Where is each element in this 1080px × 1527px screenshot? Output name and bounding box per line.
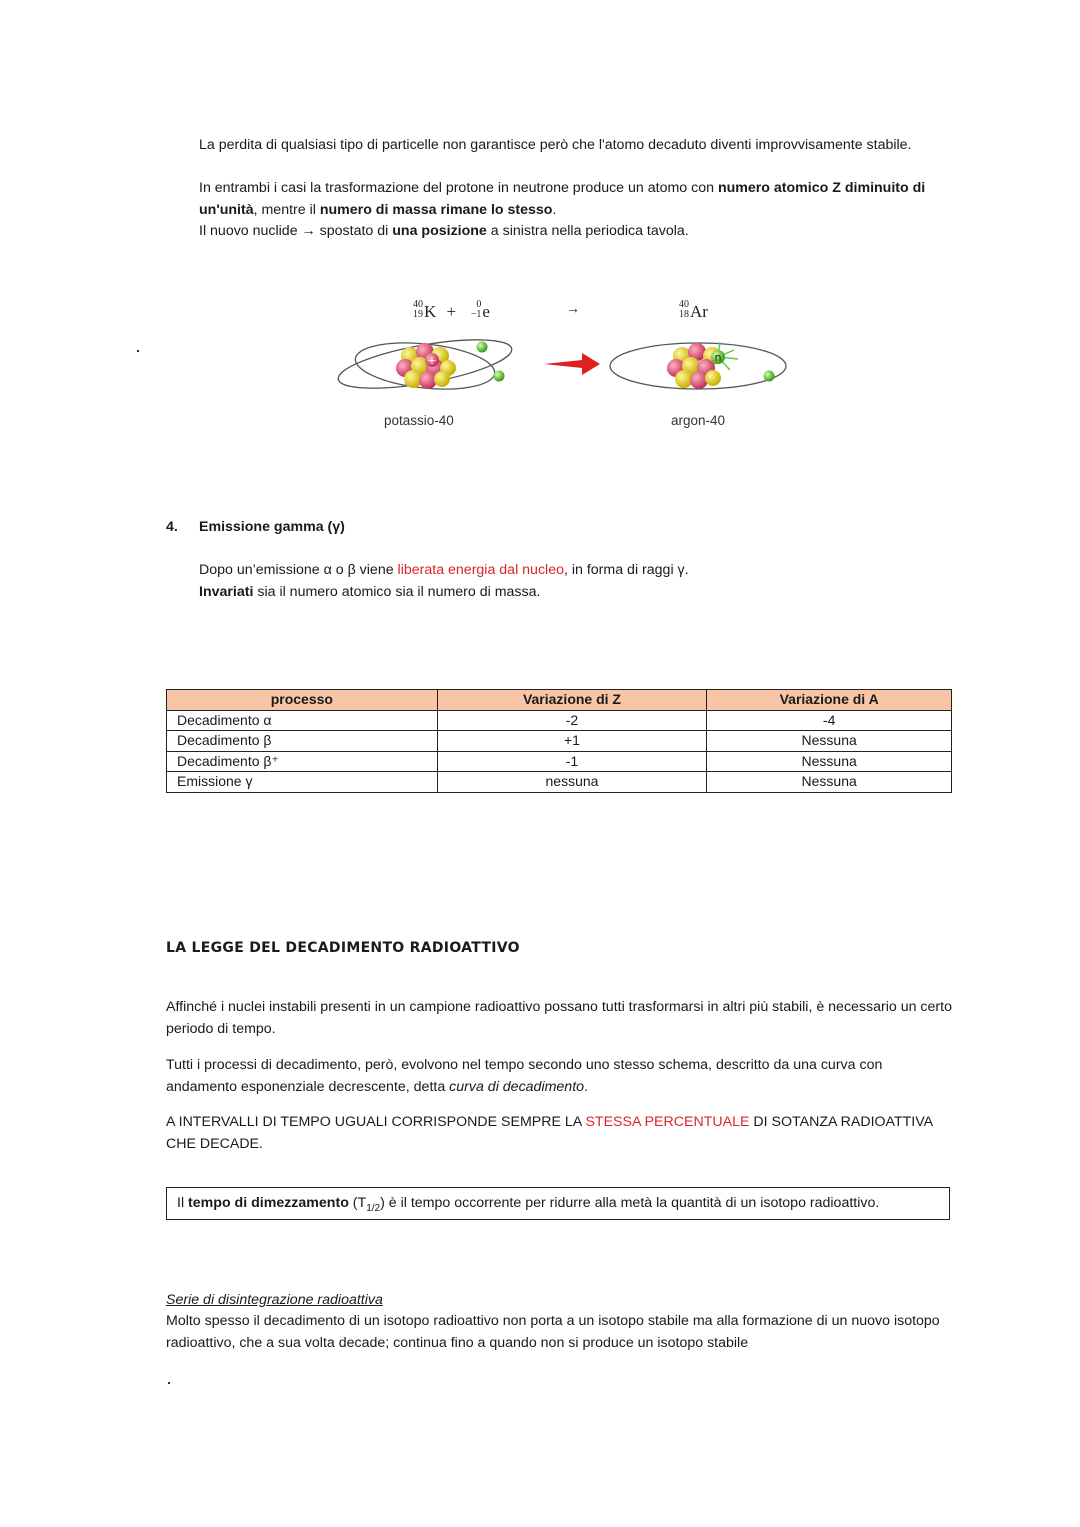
cell-z: -2 (437, 710, 707, 731)
paragraph-transformation: In entrambi i casi la trasformazione del protone in neutrone produce un atomo con numero atomico Z diminuito di un'unità, mentre il numero di massa rimane lo stesso. Il nuovo nuclide → spostato di una posizione a sinistra nella periodica tavola. (199, 180, 926, 239)
ar-isotope-numbers: 40 18 (679, 299, 689, 321)
cell-process: Decadimento β (167, 731, 438, 752)
cell-a: Nessuna (707, 772, 952, 793)
decay-table (166, 689, 952, 793)
header-processo: processo (167, 690, 438, 711)
cell-process: Decadimento α (167, 710, 438, 731)
cell-process: Emissione γ (167, 772, 438, 793)
reaction-right-formula: 40 18 Ar (674, 302, 708, 322)
reaction-arrow: → (566, 302, 580, 317)
svg-text:+: + (427, 354, 437, 367)
header-variazione-a: Variazione di A (707, 690, 952, 711)
series-title: Serie di disintegrazione radioattiva (166, 1292, 383, 1308)
cell-z: +1 (437, 731, 707, 752)
table-row (167, 751, 952, 772)
cell-z: nessuna (437, 772, 707, 793)
table-row (167, 710, 952, 731)
caption-argon: argon-40 (671, 413, 726, 428)
stray-dot (137, 350, 139, 352)
paragraph-stability: La perdita di qualsiasi tipo di particelle non garantisce però che l'atomo decaduto diventi improvvisamente stabile. (199, 137, 912, 153)
half-life-definition-box: Il tempo di dimezzamento $(T_{1/2})$ è il tempo occorrente per ridurre alla metà la quantità di un isotopo radioattivo. (166, 1187, 950, 1220)
svg-text:n: n (714, 351, 722, 364)
paragraph-law-2: Tutti i processi di decadimento, però, evolvono nel tempo secondo uno stesso schema, descritto da una curva con andamento esponenziale decrescente, detta curva di decadimento. (166, 1057, 883, 1095)
section-number: 4. (166, 519, 178, 535)
paragraph-gamma: Dopo un’emissione α o β viene liberata energia dal nucleo, in forma di raggi γ. Invariati sia il numero atomico sia il numero di massa. (199, 562, 689, 600)
cell-z: -1 (437, 751, 707, 772)
cell-a: -4 (707, 710, 952, 731)
k-isotope-numbers: 40 19 (413, 299, 423, 321)
table-row (167, 772, 952, 793)
red-arrow-icon (544, 353, 600, 375)
cell-a: Nessuna (707, 731, 952, 752)
header-variazione-z: Variazione di Z (437, 690, 707, 711)
caption-potassium: potassio-40 (384, 413, 454, 428)
section-title-gamma: Emissione gamma (γ) (199, 519, 345, 535)
cell-process: Decadimento β⁺ (167, 751, 438, 772)
paragraph-series: Molto spesso il decadimento di un isotopo radioattivo non porta a un isotopo stabile ma alla formazione di un nuovo isotopo radioattivo, che a sua volta decade; continua fino a quando non si produce un isotopo stabile (166, 1313, 940, 1351)
cell-a: Nessuna (707, 751, 952, 772)
law-section-title: LA LEGGE DEL DECADIMENTO RADIOATTIVO (166, 940, 520, 956)
stray-dot (168, 1382, 170, 1384)
argon-atom (610, 342, 786, 389)
reaction-left-formula: 40 19 K + 0 −1 e (408, 302, 490, 322)
table-row (167, 731, 952, 752)
table-header-row (167, 690, 952, 711)
electron-numbers: 0 −1 (470, 299, 482, 321)
paragraph-law-3: A INTERVALLI DI TEMPO UGUALI CORRISPONDE SEMPRE LA STESSA PERCENTUALE DI SOTANZA RADIOATTIVA CHE DECADE. (166, 1114, 933, 1152)
paragraph-law-1: Affinché i nuclei instabili presenti in un campione radioattivo possano tutti trasformarsi in altri più stabili, è necessario un certo periodo di tempo. (166, 999, 952, 1037)
potassium-atom (335, 330, 515, 398)
